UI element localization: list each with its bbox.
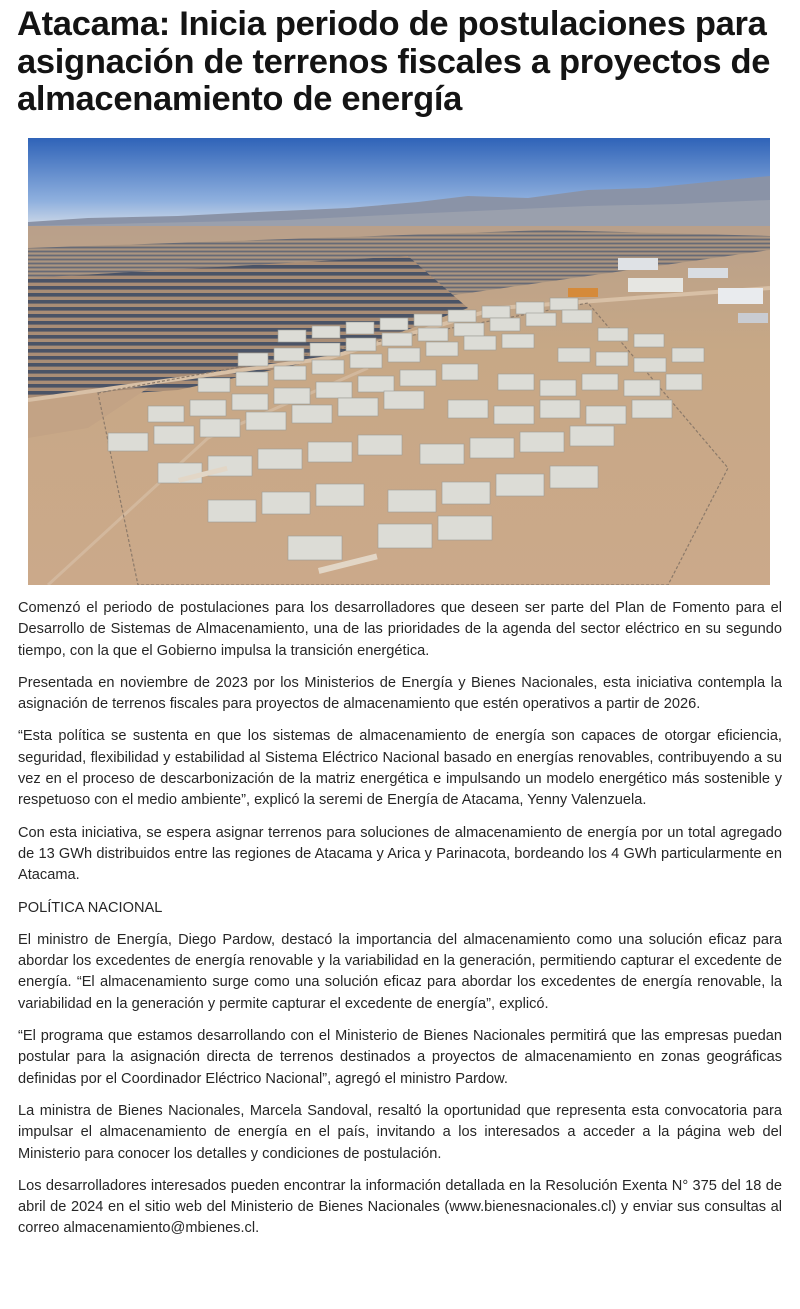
article-paragraph: “Esta política se sustenta en que los sistemas de almacenamiento de energía son capaces de otorgar eficiencia, seguridad, flexibilidad y estabilidad al Sistema Eléctrico Nacional basado en energías renovables, contribuyendo a su vez en el proceso de descarbonización de la matriz energética e impulsando un modelo energético más sostenible y respetuoso con el medio ambiente”, explicó la seremi de Energía de Atacama, Yenny Valenzuela. — [18, 728, 782, 809]
article-paragraph: Con esta iniciativa, se espera asignar terrenos para soluciones de almacenamiento de energía por un total agregado de 13 GWh distribuidos entre las regiones de Atacama y Arica y Parinacota, bordeando los 4 GWh particularmente en Atacama. — [18, 824, 782, 884]
article-paragraph: La ministra de Bienes Nacionales, Marcela Sandoval, resaltó la oportunidad que representa esta convocatoria para impulsar el almacenamiento de energía en el país, invitando a los interesados a acceder a la página web del Ministerio para conocer los detalles y condiciones de postulación. — [18, 1102, 782, 1162]
article-paragraph: “El programa que estamos desarrollando con el Ministerio de Bienes Nacionales permitirá que las empresas puedan postular para la asignación directa de terrenos destinados a proyectos de almacenamiento en zonas geográficas definidas por el Coordinador Eléctrico Nacional”, agregó el ministro Pardow. — [18, 1028, 782, 1087]
section-heading: POLÍTICA NACIONAL — [18, 899, 163, 916]
article-paragraph: El ministro de Energía, Diego Pardow, destacó la importancia del almacenamiento como una solución eficaz para abordar los excedentes de energía renovable y la variabilidad en la generación, permitiendo capturar el excedente de energía. “El almacenamiento surge como una solución eficaz para abordar los excedentes de energía renovable, la variabilidad en la generación y permite capturar el excedente de energía”, explicó. — [18, 931, 782, 1012]
article-paragraph: Comenzó el periodo de postulaciones para los desarrolladores que deseen ser parte del Plan de Fomento para el Desarrollo de Sistemas de Almacenamiento, una de las prioridades de la agenda del sector eléctrico en su segundo tiempo, con la que el Gobierno impulsa la transición energética. — [18, 600, 782, 659]
article-paragraph: Los desarrolladores interesados pueden encontrar la información detallada en la Resolución Exenta N° 375 del 18 de abril de 2024 en el sitio web del Ministerio de Bienes Nacionales (www.bienesnacionales.cl) y enviar sus consultas al correo almacenamiento@mbienes.cl. — [18, 1177, 782, 1237]
article-body — [18, 598, 782, 1251]
hero-image — [28, 138, 770, 585]
article-title: Atacama: Inicia periodo de postulaciones para asignación de terrenos fiscales a proyectos de almacenamiento de energía — [17, 5, 771, 118]
article-paragraph: Presentada en noviembre de 2023 por los Ministerios de Energía y Bienes Nacionales, esta iniciativa contempla la asignación de terrenos fiscales para proyectos de almacenamiento que estén operativos a partir de 2026. — [18, 674, 782, 713]
